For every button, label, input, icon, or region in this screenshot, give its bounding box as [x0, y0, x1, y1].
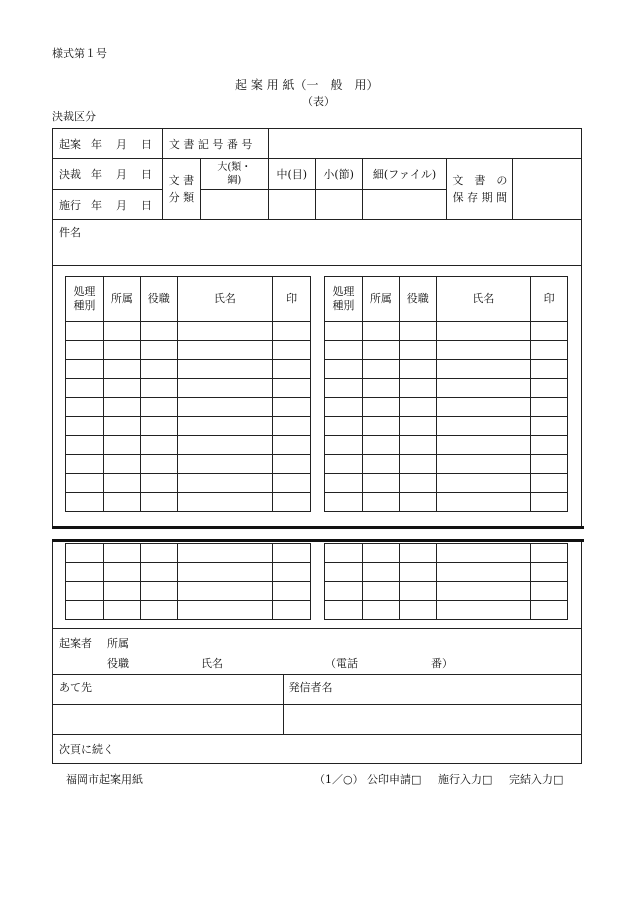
signature-cell[interactable]: [436, 601, 531, 620]
signature-cell[interactable]: [531, 322, 568, 341]
signature-cell[interactable]: [103, 360, 140, 379]
signature-header-cell: 氏名: [436, 277, 530, 322]
signature-cell[interactable]: [399, 544, 436, 563]
signature-row: [325, 417, 568, 436]
signature-cell[interactable]: [325, 436, 363, 455]
signature-cell[interactable]: [273, 360, 311, 379]
signature-cell[interactable]: [531, 379, 568, 398]
signature-cell[interactable]: [362, 601, 399, 620]
omission-band: [52, 526, 584, 542]
signature-cell[interactable]: [399, 341, 436, 360]
class-small-label: 小(節): [315, 159, 362, 190]
signature-cell[interactable]: [531, 360, 568, 379]
signature-cell[interactable]: [362, 493, 399, 512]
signature-cell[interactable]: [140, 474, 177, 493]
signature-cell[interactable]: [140, 436, 177, 455]
signature-cell[interactable]: [399, 455, 436, 474]
signature-cell[interactable]: [103, 341, 140, 360]
signature-cell[interactable]: [103, 417, 140, 436]
signature-row: [66, 322, 311, 341]
signature-row: [325, 544, 568, 563]
footer-page: （1／○）: [314, 773, 364, 786]
signature-table-left-lower: [65, 543, 311, 620]
signature-row: [66, 601, 311, 620]
form-title: 起 案 用 紙（一 般 用）: [235, 78, 379, 92]
signature-cell[interactable]: [436, 582, 531, 601]
footer-complete-checkbox[interactable]: 完結入力□: [509, 773, 564, 786]
signature-cell[interactable]: [177, 474, 272, 493]
signature-cell[interactable]: [436, 493, 530, 512]
signature-cell[interactable]: [103, 582, 140, 601]
signature-row: [325, 322, 568, 341]
signature-cell[interactable]: [325, 474, 363, 493]
signature-cell[interactable]: [399, 436, 436, 455]
signature-header-cell: 役職: [399, 277, 436, 322]
signature-cell[interactable]: [66, 360, 104, 379]
signature-row: [325, 341, 568, 360]
signature-cell[interactable]: [177, 582, 273, 601]
drafter-phone-label: （電話: [325, 657, 358, 670]
signature-cell[interactable]: [177, 455, 272, 474]
signature-row: [66, 360, 311, 379]
signature-cell[interactable]: [177, 417, 272, 436]
drafted-date-cell[interactable]: 起案 年 月 日: [53, 129, 163, 159]
signature-cell[interactable]: [140, 582, 177, 601]
signature-cell[interactable]: [140, 398, 177, 417]
form-number: 様式第１号: [52, 47, 107, 60]
header-table: [52, 128, 582, 220]
signature-cell[interactable]: [325, 398, 363, 417]
signature-cell[interactable]: [273, 341, 311, 360]
signature-header-cell: 氏名: [177, 277, 272, 322]
signature-row: [66, 455, 311, 474]
signature-row: [325, 582, 568, 601]
signature-table-right: [324, 276, 568, 512]
signature-cell[interactable]: [325, 379, 363, 398]
recipient-table: [52, 674, 582, 764]
signature-cell[interactable]: [273, 544, 311, 563]
signature-row: [325, 360, 568, 379]
signature-cell[interactable]: [177, 493, 272, 512]
signature-cell[interactable]: [273, 322, 311, 341]
signature-cell[interactable]: [66, 322, 104, 341]
signature-row: [325, 455, 568, 474]
signature-header-cell: 所属: [103, 277, 140, 322]
signature-cell[interactable]: [362, 417, 399, 436]
signature-cell[interactable]: [325, 322, 363, 341]
signature-cell[interactable]: [140, 563, 177, 582]
recipient-field[interactable]: [53, 705, 284, 735]
class-large-label: 大(類・ 綱): [200, 159, 268, 190]
signature-cell[interactable]: [362, 455, 399, 474]
signature-cell[interactable]: [436, 322, 530, 341]
signature-cell[interactable]: [362, 582, 399, 601]
signature-cell[interactable]: [399, 398, 436, 417]
subject-row[interactable]: [52, 219, 582, 266]
signature-cell[interactable]: [436, 398, 530, 417]
signature-cell[interactable]: [362, 436, 399, 455]
signature-cell[interactable]: [325, 417, 363, 436]
signature-cell[interactable]: [399, 322, 436, 341]
class-detail-label: 細(ファイル): [362, 159, 447, 190]
signature-table-left: [65, 276, 311, 512]
signature-cell[interactable]: [66, 474, 104, 493]
signature-row: [66, 563, 311, 582]
signature-cell[interactable]: [273, 563, 311, 582]
signature-cell[interactable]: [531, 341, 568, 360]
footer-enforce-checkbox[interactable]: 施行入力□: [438, 773, 493, 786]
class-mid-field[interactable]: [268, 190, 315, 220]
signature-cell[interactable]: [362, 379, 399, 398]
signature-cell[interactable]: [362, 544, 399, 563]
signature-row: [66, 379, 311, 398]
signature-cell[interactable]: [531, 474, 568, 493]
signature-row: [325, 379, 568, 398]
signature-cell[interactable]: [103, 455, 140, 474]
drafter-row[interactable]: [52, 629, 582, 675]
decision-category-label: 決裁区分: [52, 110, 96, 123]
signature-cell[interactable]: [177, 436, 272, 455]
signature-cell[interactable]: [66, 493, 104, 512]
drafter-role-label: 役職: [107, 657, 129, 670]
signature-cell[interactable]: [177, 341, 272, 360]
signature-cell[interactable]: [531, 493, 568, 512]
signature-row: [325, 493, 568, 512]
signature-cell[interactable]: [399, 379, 436, 398]
signature-cell[interactable]: [325, 601, 363, 620]
signature-header-cell: 所属: [362, 277, 399, 322]
signature-cell[interactable]: [325, 544, 363, 563]
signature-cell[interactable]: [177, 379, 272, 398]
signature-cell[interactable]: [273, 474, 311, 493]
signature-cell[interactable]: [531, 436, 568, 455]
signature-cell[interactable]: [103, 601, 140, 620]
signature-cell[interactable]: [66, 379, 104, 398]
signature-cell[interactable]: [140, 417, 177, 436]
signature-cell[interactable]: [531, 455, 568, 474]
signature-cell[interactable]: [140, 360, 177, 379]
signature-cell[interactable]: [103, 544, 140, 563]
enforced-date-cell[interactable]: 施行 年 月 日: [53, 190, 163, 220]
doc-class-label: 文 書 分 類: [162, 159, 200, 220]
signature-cell[interactable]: [436, 544, 531, 563]
signature-cell[interactable]: [103, 563, 140, 582]
signature-header-cell: 役職: [140, 277, 177, 322]
signature-header-cell: 処理 種別: [325, 277, 363, 322]
signature-cell[interactable]: [273, 436, 311, 455]
signature-row: [325, 474, 568, 493]
class-mid-label: 中(目): [268, 159, 315, 190]
signature-header-row: [66, 277, 311, 322]
drafter-name-label: 氏名: [201, 657, 223, 670]
signature-cell[interactable]: [103, 322, 140, 341]
signature-cell[interactable]: [177, 544, 273, 563]
signature-cell[interactable]: [325, 341, 363, 360]
retention-field[interactable]: [513, 159, 582, 220]
signature-cell[interactable]: [66, 563, 104, 582]
signature-cell[interactable]: [177, 360, 272, 379]
sender-label: 発信者名: [283, 675, 581, 705]
signature-row: [325, 436, 568, 455]
signature-row: [66, 341, 311, 360]
signature-row: [66, 436, 311, 455]
signature-cell[interactable]: [177, 601, 273, 620]
signature-header-cell: 処理 種別: [66, 277, 104, 322]
signature-cell[interactable]: [66, 544, 104, 563]
signature-cell[interactable]: [66, 398, 104, 417]
signature-row: [66, 474, 311, 493]
signature-cell[interactable]: [325, 360, 363, 379]
signature-cell[interactable]: [531, 398, 568, 417]
footer-form-name: 福岡市起案用紙: [66, 773, 143, 786]
approved-date-cell[interactable]: 決裁 年 月 日: [53, 159, 163, 190]
class-large-field[interactable]: [200, 190, 268, 220]
signature-cell[interactable]: [273, 601, 311, 620]
signature-cell[interactable]: [140, 544, 177, 563]
subject-label: 件名: [59, 226, 81, 239]
signature-cell[interactable]: [273, 493, 311, 512]
signature-cell[interactable]: [399, 360, 436, 379]
signature-row: [66, 398, 311, 417]
signature-row: [66, 493, 311, 512]
signature-cell[interactable]: [103, 379, 140, 398]
doc-number-label: 文 書 記 号 番 号: [162, 129, 268, 159]
signature-cell[interactable]: [362, 341, 399, 360]
signature-cell[interactable]: [531, 601, 568, 620]
signature-cell[interactable]: [362, 322, 399, 341]
signature-cell[interactable]: [325, 563, 363, 582]
signature-cell[interactable]: [399, 493, 436, 512]
signature-cell[interactable]: [325, 582, 363, 601]
signature-cell[interactable]: [436, 563, 531, 582]
signature-cell[interactable]: [362, 360, 399, 379]
signature-cell[interactable]: [66, 455, 104, 474]
signature-cell[interactable]: [140, 601, 177, 620]
signature-header-cell: 印: [531, 277, 568, 322]
signature-cell[interactable]: [436, 341, 530, 360]
footer-seal-checkbox[interactable]: 公印申請□: [367, 773, 422, 786]
signature-cell[interactable]: [140, 493, 177, 512]
signature-row: [66, 544, 311, 563]
signature-cell[interactable]: [273, 582, 311, 601]
signature-cell[interactable]: [436, 474, 530, 493]
recipient-label: あて先: [53, 675, 284, 705]
signature-cell[interactable]: [177, 398, 272, 417]
signature-row: [66, 417, 311, 436]
signature-row: [66, 582, 311, 601]
signature-cell[interactable]: [66, 341, 104, 360]
class-detail-field[interactable]: [362, 190, 447, 220]
signature-cell[interactable]: [273, 417, 311, 436]
signature-cell[interactable]: [140, 322, 177, 341]
signature-cell[interactable]: [436, 379, 530, 398]
signature-cell[interactable]: [362, 474, 399, 493]
signature-cell[interactable]: [531, 582, 568, 601]
doc-number-field[interactable]: [268, 129, 581, 159]
form-side: （表）: [302, 95, 335, 108]
signature-cell[interactable]: [436, 455, 530, 474]
signature-cell[interactable]: [66, 417, 104, 436]
signature-cell[interactable]: [66, 436, 104, 455]
signature-cell[interactable]: [325, 455, 363, 474]
signature-cell[interactable]: [399, 474, 436, 493]
signature-cell[interactable]: [177, 563, 273, 582]
signature-header-row: [325, 277, 568, 322]
signature-row: [325, 398, 568, 417]
signature-cell[interactable]: [273, 398, 311, 417]
signature-cell[interactable]: [399, 582, 436, 601]
signature-row: [325, 563, 568, 582]
signature-header-cell: 印: [273, 277, 311, 322]
signature-cell[interactable]: [531, 563, 568, 582]
sender-field[interactable]: [283, 705, 581, 735]
signature-cell[interactable]: [66, 601, 104, 620]
signature-cell[interactable]: [103, 398, 140, 417]
signature-cell[interactable]: [273, 455, 311, 474]
signature-cell[interactable]: [362, 563, 399, 582]
signature-cell[interactable]: [140, 341, 177, 360]
signature-cell[interactable]: [273, 379, 311, 398]
drafter-dept-label: 所属: [107, 637, 129, 650]
signature-cell[interactable]: [140, 455, 177, 474]
signature-cell[interactable]: [362, 398, 399, 417]
signature-cell[interactable]: [140, 379, 177, 398]
signature-cell[interactable]: [436, 360, 530, 379]
continued-label: 次頁に続く: [53, 735, 582, 764]
signature-cell[interactable]: [103, 474, 140, 493]
signature-cell[interactable]: [531, 417, 568, 436]
signature-cell[interactable]: [177, 322, 272, 341]
class-small-field[interactable]: [315, 190, 362, 220]
signature-cell[interactable]: [399, 601, 436, 620]
signature-table-right-lower: [324, 543, 568, 620]
signature-row: [325, 601, 568, 620]
signature-cell[interactable]: [103, 436, 140, 455]
signature-cell[interactable]: [436, 417, 530, 436]
signature-cell[interactable]: [531, 544, 568, 563]
retention-label: 文 書 の 保 存 期 間: [447, 159, 513, 220]
signature-cell[interactable]: [399, 417, 436, 436]
signature-cell[interactable]: [325, 493, 363, 512]
signature-cell[interactable]: [399, 563, 436, 582]
signature-cell[interactable]: [66, 582, 104, 601]
drafter-label: 起案者: [59, 637, 92, 650]
drafter-phone-suffix: 番）: [431, 657, 453, 670]
signature-cell[interactable]: [103, 493, 140, 512]
signature-cell[interactable]: [436, 436, 530, 455]
